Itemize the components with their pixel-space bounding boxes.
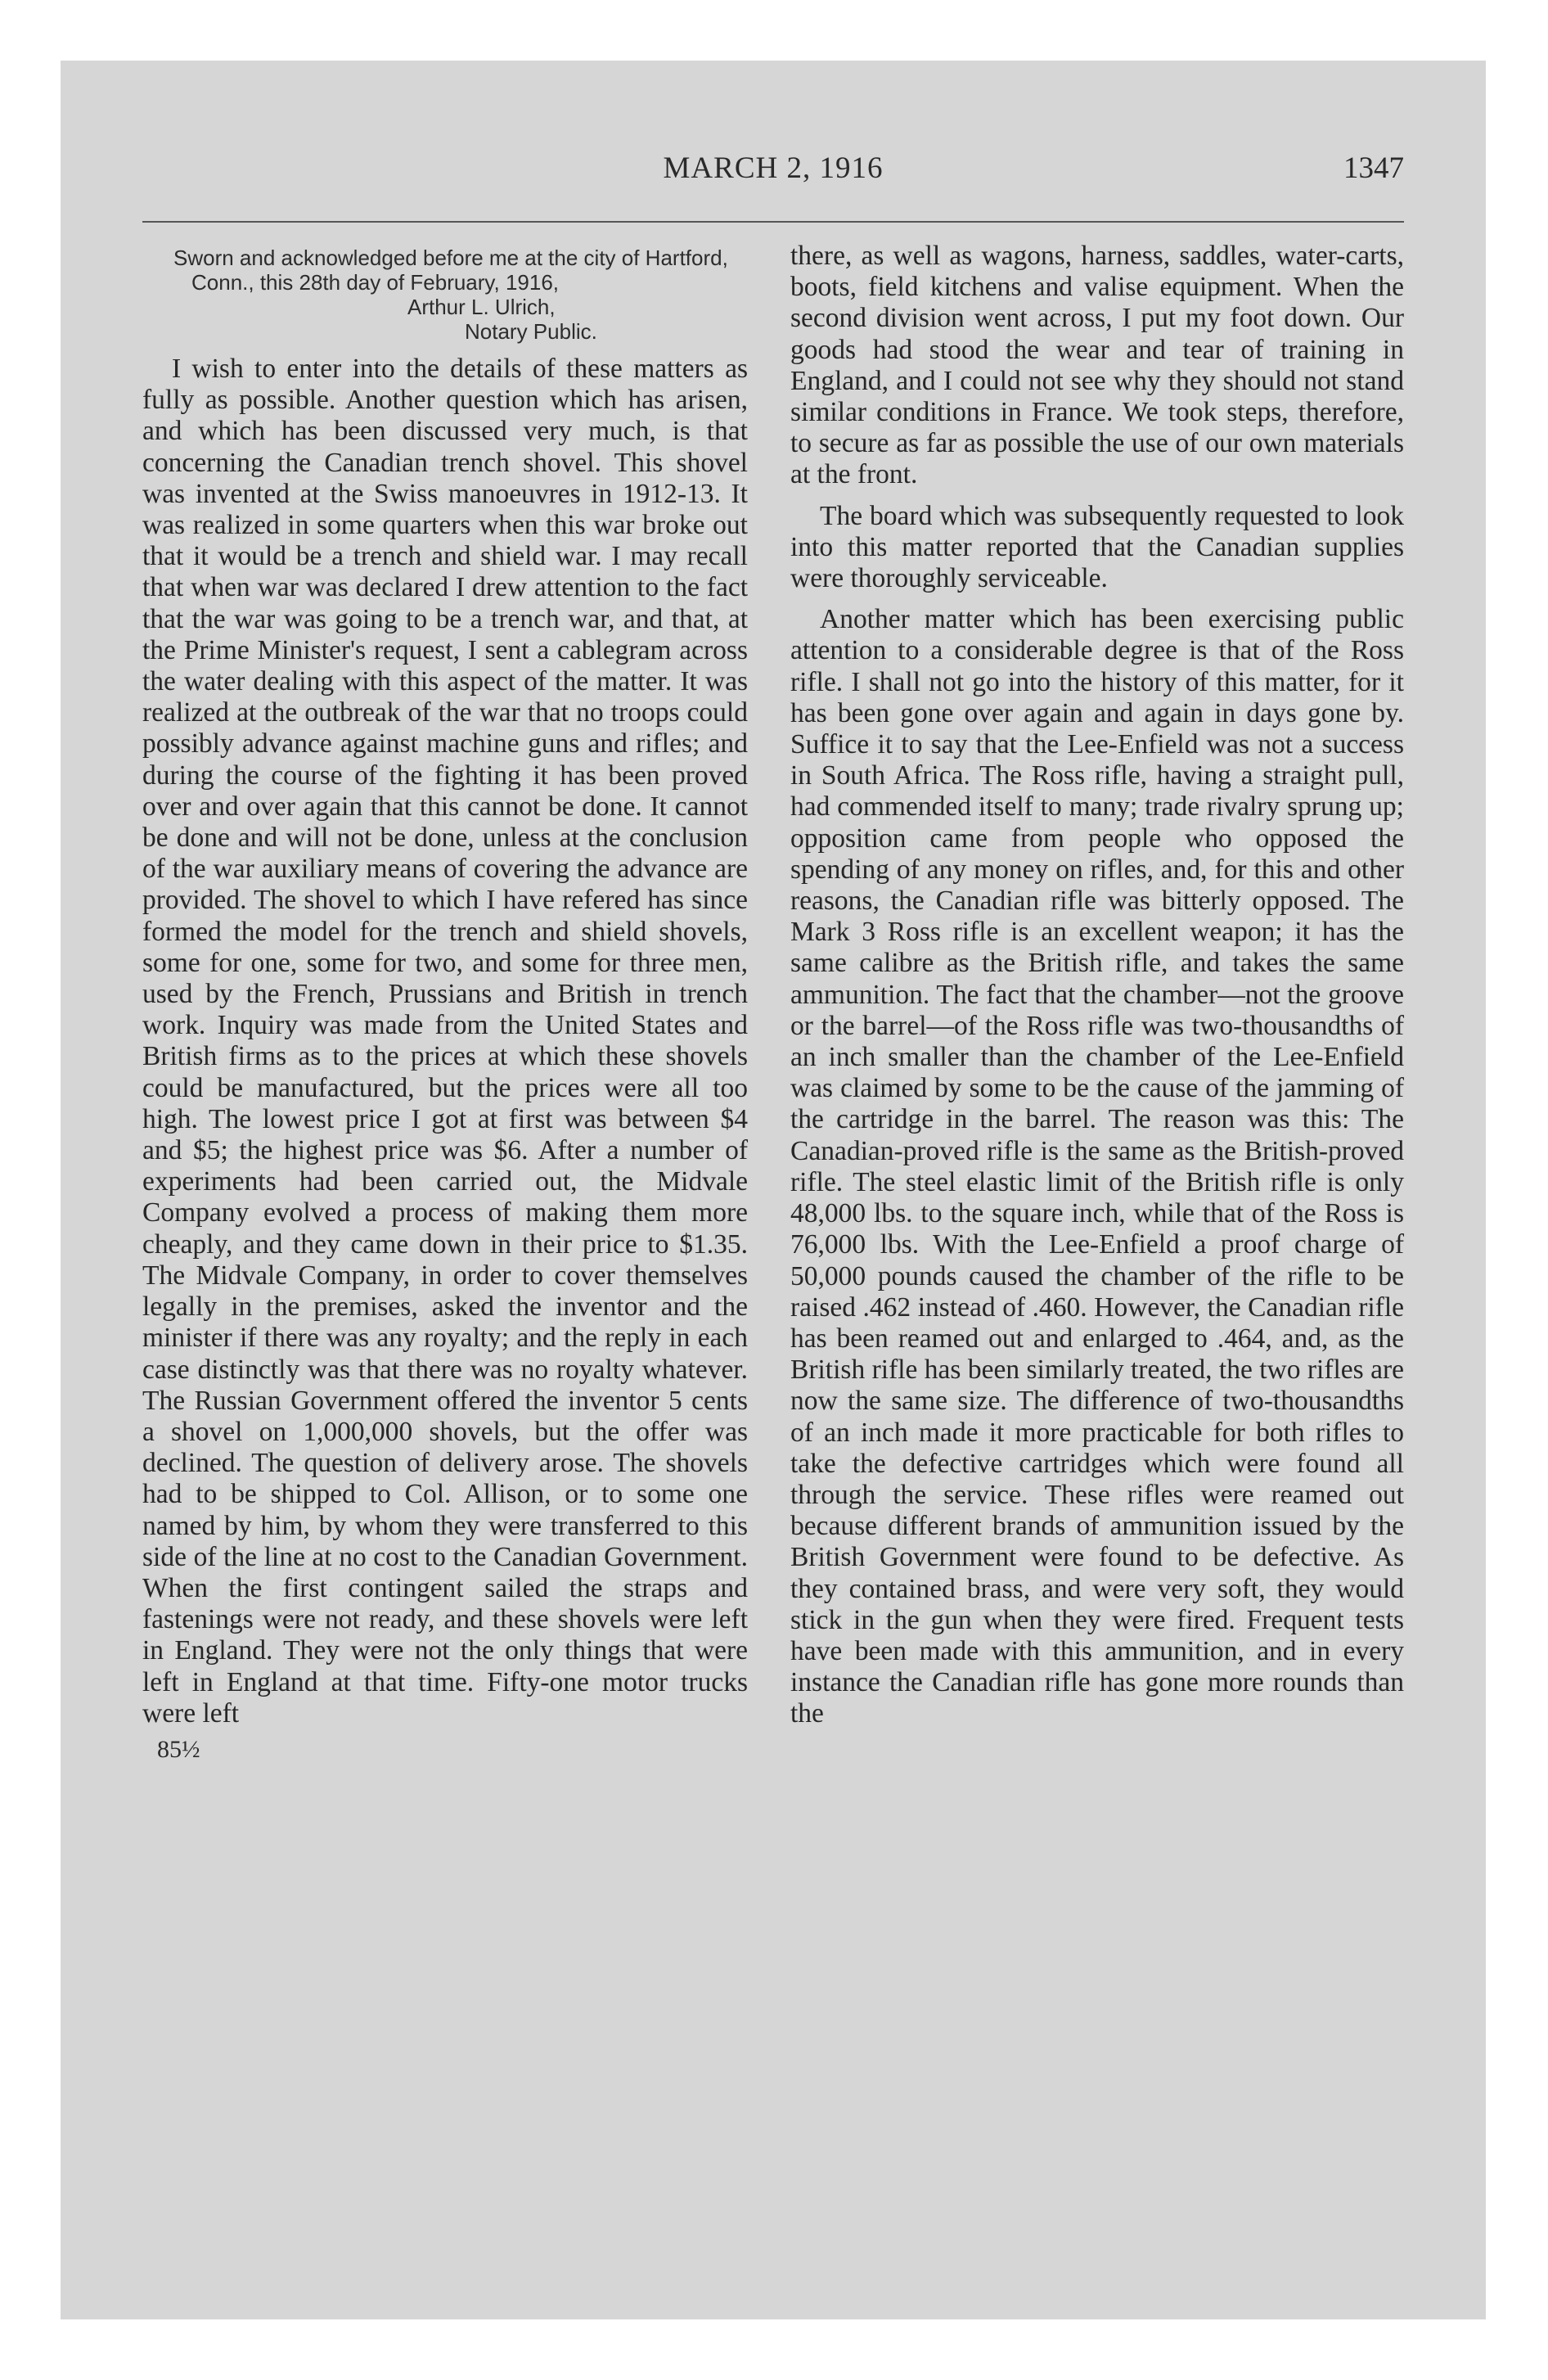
paragraph-ross-rifle: Another matter which has been exercising public attention to a considerable degree is that of the Ross rifle. I shall not go into the history of this matter, for it has been gone over again and again in days gone by. Suffice it to say that the Lee-Enfield was not a success in South Africa. The Ross rifle, having a straight pull, had commended itself to many; trade rivalry sprung up; opposition came from people who opposed the spending of any money on rifles, and, for this and other reasons, the Canadian rifle was bitterly opposed. The Mark 3 Ross rifle is an excellent weapon; it has the same calibre as the British rifle, and takes the same ammunition. The fact that the chamber—not the groove or the barrel—of the Ross rifle was two-thousandths of an inch smaller than the chamber of the Lee-Enfield was claimed by some to be the cause of the jamming of the cartridge in the barrel. The reason was this: The Canadian-proved rifle is the same as the British-proved rifle. The steel elastic limit of the British rifle is only 48,000 lbs. to the square inch, while that of the Ross is 76,000 lbs. With the Lee-Enfield a proof charge of 50,000 pounds caused the chamber of the rifle to be raised .462 instead of .460. However, the Canadian rifle has been reamed out and enlarged to .464, and, as the British rifle has been similarly treated, the two rifles are now the same size. The difference of two-thousandths of an inch made it more practicable for both rifles to take the defective cartridges which were found all through the service. These rifles were reamed out because different brands of ammunition issued by the British Government were found to be defective. As they contained brass, and were very soft, they would stick in the gun when they were fired. Frequent tests have been made with this ammunition, and in every instance the Canadian rifle has gone more rounds than the [790,604,1404,1729]
affidavit-text: Sworn and acknowledged before me at the city of Hartford, Conn., this 28th day of February, 1916, [173,246,728,295]
right-column [790,242,1404,1730]
notary-name: Arthur L. Ulrich, [407,295,556,319]
paragraph-board-report: The board which was subsequently requested to look into this matter reported that the Canadian supplies were thoroughly serviceable. [790,500,1404,594]
paragraph-equipment: there, as well as wagons, harness, saddles, water-carts, boots, field kitchens and valise equipment. When the second division went across, I put my foot down. Our goods had stood the wear and tear of training in England, and I could not see why they should not stand similar conditions in France. We took steps, therefore, to secure as far as possible the use of our own materials at the front. [790,241,1404,490]
document-page [61,61,1486,2319]
signature-mark: 85½ [157,1735,200,1763]
header-rule [142,221,1404,223]
paragraph-trench-shovel: I wish to enter into the details of these matters as fully as possible. Another question which has arisen, and which has been discussed very much, is that concerning the Canadian trench shovel. This shovel was invented at the Swiss manoeuvres in 1912-13. It was realized in some quarters when this war broke out that it would be a trench and shield war. I may recall that when war was declared I drew attention to the fact that the war was going to be a trench war, and that, at the Prime Minister's request, I sent a cablegram across the water dealing with this aspect of the matter. It was realized at the outbreak of the war that no troops could possibly advance against machine guns and rifles; and during the course of the fighting it has been proved over and over again that this cannot be done. It cannot be done and will not be done, unless at the conclusion of the war auxiliary means of covering the advance are provided. The shovel to which I have refered has since formed the model for the trench and shield shovels, some for one, some for two, and some for three men, used by the French, Prussians and British in trench work. Inquiry was made from the United States and British firms as to the prices at which these shovels could be manufactured, but the prices were all too high. The lowest price I got at first was between $4 and $5; the highest price was $6. After a number of experiments had been carried out, the Midvale Company evolved a process of making them more cheaply, and they came down in their price to $1.35. The Midvale Company, in order to cover themselves legally in the premises, asked the inventor and the minister if there was any royalty; and the reply in each case distinctly was that there was no royalty whatever. The Russian Government offered the inventor 5 cents a shovel on 1,000,000 shovels, but the offer was declined. The question of delivery arose. The shovels had to be shipped to Col. Allison, or to some one named by him, by whom they were transferred to this side of the line at no cost to the Canadian Government. When the first contingent sailed the straps and fastenings were not ready, and these shovels were left in England. They were not the only things that were left in England at that time. Fifty-one motor trucks were left [142,354,748,1729]
left-column [142,242,748,1765]
page-number: 1347 [1343,151,1404,185]
running-header [142,151,1404,200]
notary-signature [142,295,748,344]
affidavit-block [173,246,748,295]
header-date: MARCH 2, 1916 [663,151,884,185]
notary-title: Notary Public. [465,319,597,344]
